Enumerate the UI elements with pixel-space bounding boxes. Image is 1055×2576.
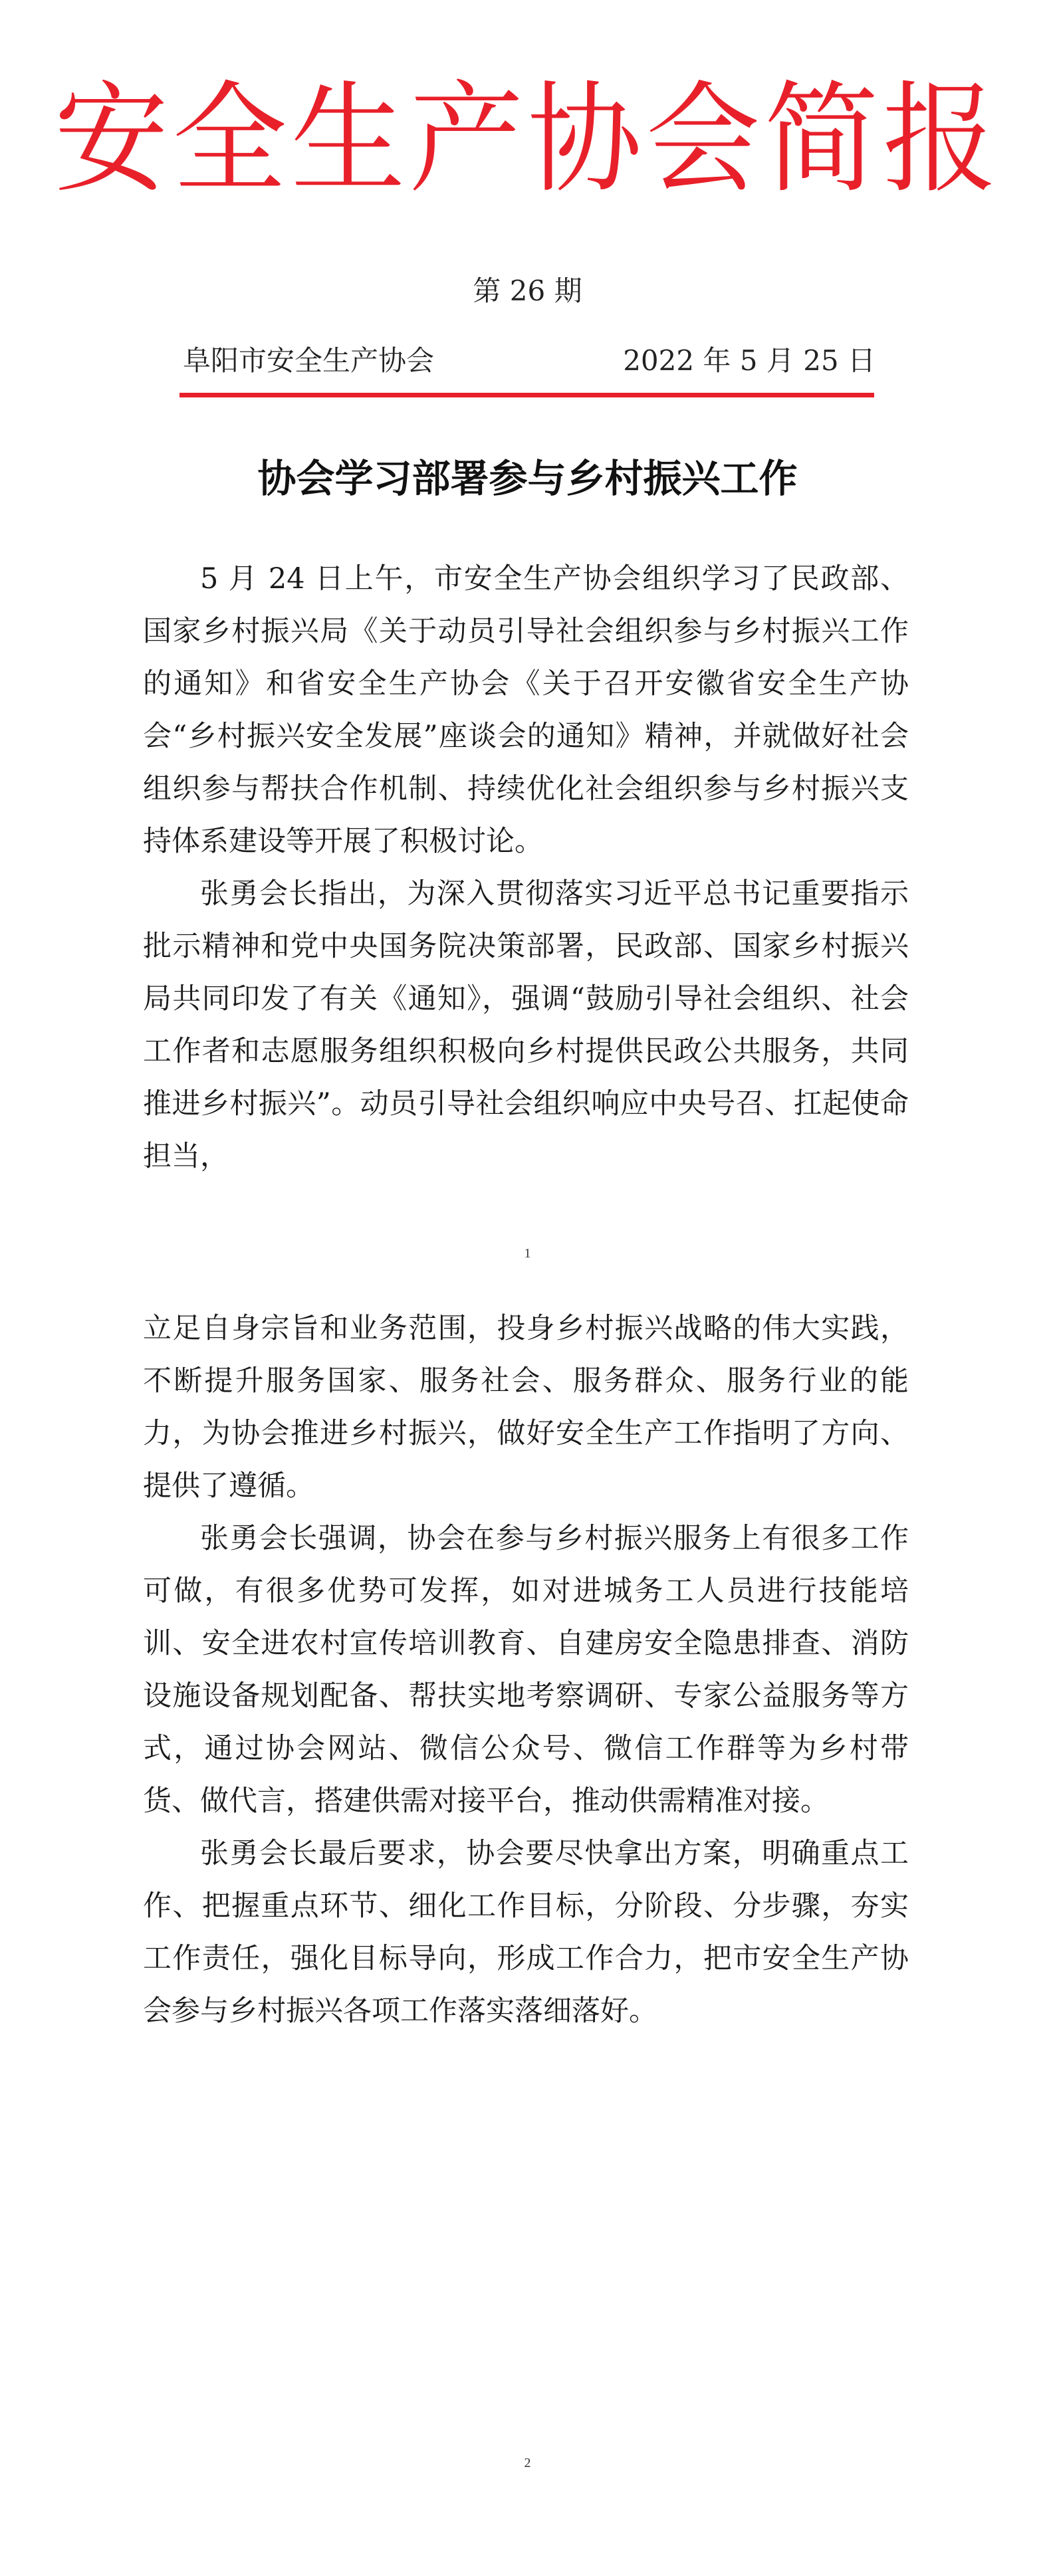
article-body-page-1: [143, 553, 909, 1183]
page-number: 2: [524, 2456, 531, 2470]
issuer-name: 阜阳市安全生产协会: [183, 344, 435, 377]
paragraph: 张勇会长指出，为深入贯彻落实习近平总书记重要指示批示精神和党中央国务院决策部署，民政部、国家乡村振兴局共同印发了有关《通知》，强调“鼓励引导社会组织、社会工作者和志愿服务组织积极向乡村提供民政公共服务，共同推进乡村振兴”。动员引导社会组织响应中央号召、扛起使命担当，: [143, 877, 909, 1173]
paragraph: 张勇会长强调，协会在参与乡村振兴服务上有很多工作可做，有很多优势可发挥，如对进城务工人员进行技能培训、安全进农村宣传培训教育、自建房安全隐患排查、消防设施设备规划配备、帮扶实地考察调研、专家公益服务等方式，通过协会网站、微信公众号、微信工作群等为乡村带货、做代言，搭建供需对接平台，推动供需精准对接。: [143, 1522, 909, 1818]
bulletin-masthead-title: 安全生产协会简报: [54, 68, 1001, 209]
paragraph: 张勇会长最后要求，协会要尽快拿出方案，明确重点工作、把握重点环节、细化工作目标，分阶段、分步骤，夯实工作责任，强化目标导向，形成工作合力，把市安全生产协会参与乡村振兴各项工作落实落细落好。: [143, 1837, 909, 2028]
page-number: 1: [524, 1246, 531, 1261]
article-body-page-2: [143, 1303, 909, 2038]
page-1: [0, 0, 1055, 1263]
red-divider-rule: [179, 393, 874, 397]
issue-number: 第 26 期: [473, 274, 582, 307]
issue-date: 2022 年 5 月 25 日: [623, 344, 876, 377]
paragraph: 5 月 24 日上午，市安全生产协会组织学习了民政部、国家乡村振兴局《关于动员引导社会组织参与乡村振兴工作的通知》和省安全生产协会《关于召开安徽省安全生产协会“乡村振兴安全发展”座谈会的通知》精神，并就做好社会组织参与帮扶合作机制、持续优化社会组织参与乡村振兴支持体系建设等开展了积极讨论。: [143, 562, 909, 858]
page-2: [0, 1263, 1055, 2576]
article-title: 协会学习部署参与乡村振兴工作: [257, 456, 798, 501]
paragraph-continued: 立足自身宗旨和业务范围，投身乡村振兴战略的伟大实践，不断提升服务国家、服务社会、服务群众、服务行业的能力，为协会推进乡村振兴，做好安全生产工作指明了方向、提供了遵循。: [143, 1312, 909, 1503]
